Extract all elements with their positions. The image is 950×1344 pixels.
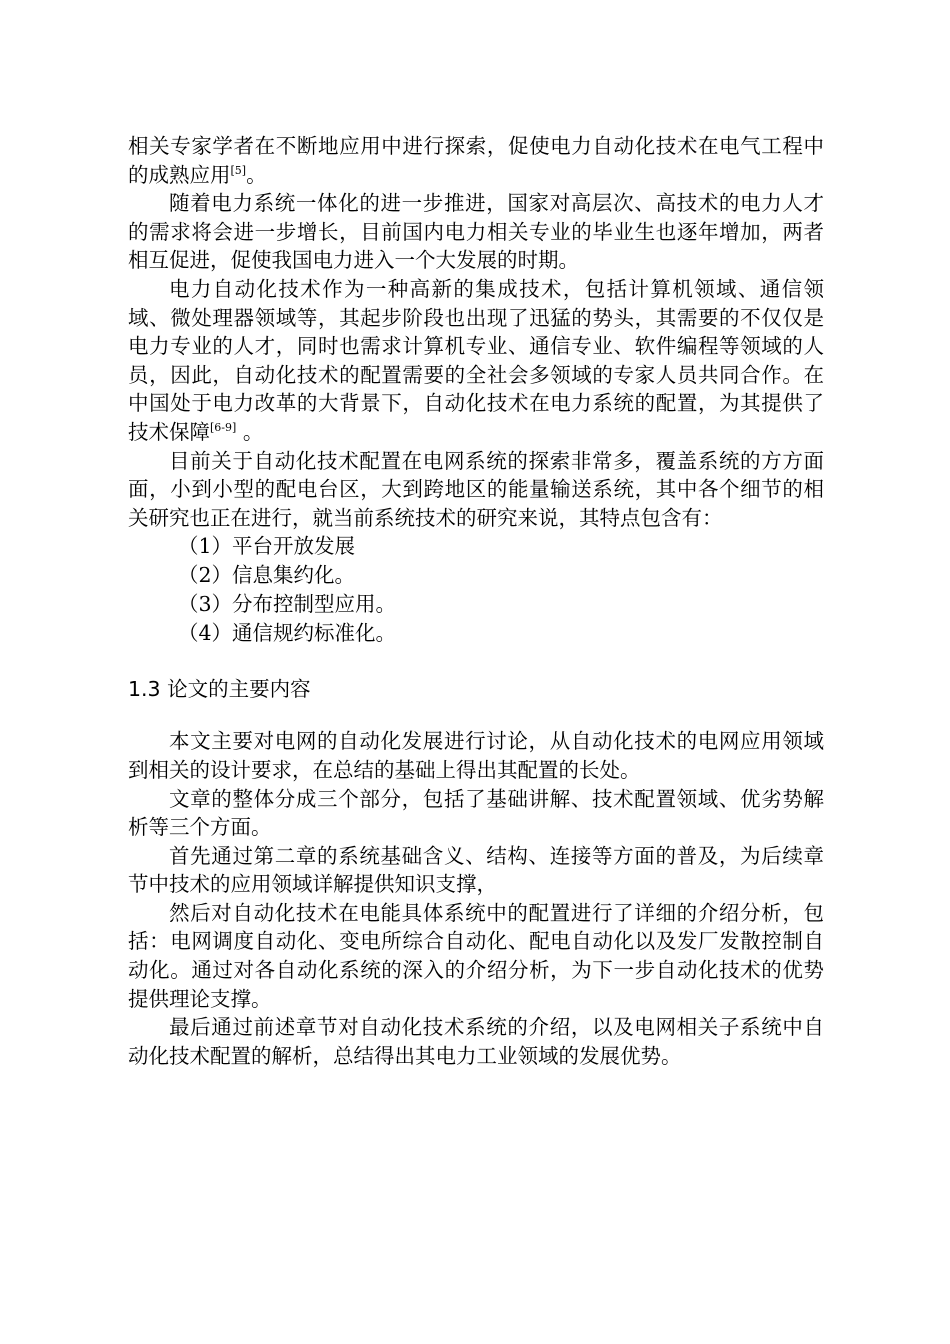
- spacer: [128, 703, 824, 727]
- paragraph: 随着电力系统一体化的进一步推进，国家对高层次、高技术的电力人才的需求将会进一步增长，目前国内电力相关专业的毕业生也逐年增加，两者相互促进，促使我国电力进入一个大发展的时期。: [128, 191, 824, 273]
- paragraph: 文章的整体分成三个部分，包括了基础讲解、技术配置领域、优劣势解析等三个方面。: [128, 786, 824, 840]
- list-item: （1）平台开放发展: [178, 534, 356, 559]
- list-item: （2）信息集约化。: [178, 563, 356, 588]
- paragraph-continuation: [128, 132, 824, 189]
- citation-ref: [5]: [230, 163, 247, 177]
- paragraph: 然后对自动化技术在电能具体系统中的配置进行了详细的介绍分析，包括：电网调度自动化、变电所综合自动化、配电自动化以及发厂发散控制自动化。通过对各自动化系统的深入的介绍分析，为下一步自动化技术的优势提供理论支撑。: [128, 900, 824, 1011]
- citation-ref: [6-9]: [210, 421, 237, 435]
- paragraph-tail: 。: [236, 419, 264, 444]
- spacer: [128, 648, 824, 675]
- paragraph: 最后通过前述章节对自动化技术系统的介绍，以及电网相关子系统中自动化技术配置的解析，总结得出其电力工业领域的发展优势。: [128, 1015, 824, 1068]
- paragraph-text: 相关专家学者在不断地应用中进行探索，促使电力自动化技术在电气工程中的成熟应用: [128, 134, 824, 187]
- document-page: [128, 132, 824, 1070]
- section-heading: 1.3 论文的主要内容: [128, 677, 311, 702]
- paragraph-tail: 。: [246, 162, 267, 187]
- list-item: （4）通信规约标准化。: [178, 621, 397, 646]
- paragraph: 首先通过第二章的系统基础含义、结构、连接等方面的普及，为后续章节中技术的应用领域详解提供知识支撑，: [128, 843, 824, 897]
- list-item: （3）分布控制型应用。: [178, 592, 397, 617]
- paragraph: [128, 275, 824, 447]
- paragraph: 本文主要对电网的自动化发展进行讨论，从自动化技术的电网应用领域到相关的设计要求，在总结的基础上得出其配置的长处。: [128, 729, 824, 782]
- paragraph: 目前关于自动化技术配置在电网系统的探索非常多，覆盖系统的方方面面，小到小型的配电台区，大到跨地区的能量输送系统，其中各个细节的相关研究也正在进行，就当前系统技术的研究来说，其特点包含有：: [128, 448, 824, 530]
- paragraph-text: 电力自动化技术作为一种高新的集成技术，包括计算机领域、通信领域、微处理器领域等，其起步阶段也出现了迅猛的势头，其需要的不仅仅是电力专业的人才，同时也需求计算机专业、通信专业、软件编程等领域的人员，因此，自动化技术的配置需要的全社会多领域的专家人员共同合作。在中国处于电力改革的大背景下，自动化技术在电力系统的配置，为其提供了技术保障: [128, 276, 824, 444]
